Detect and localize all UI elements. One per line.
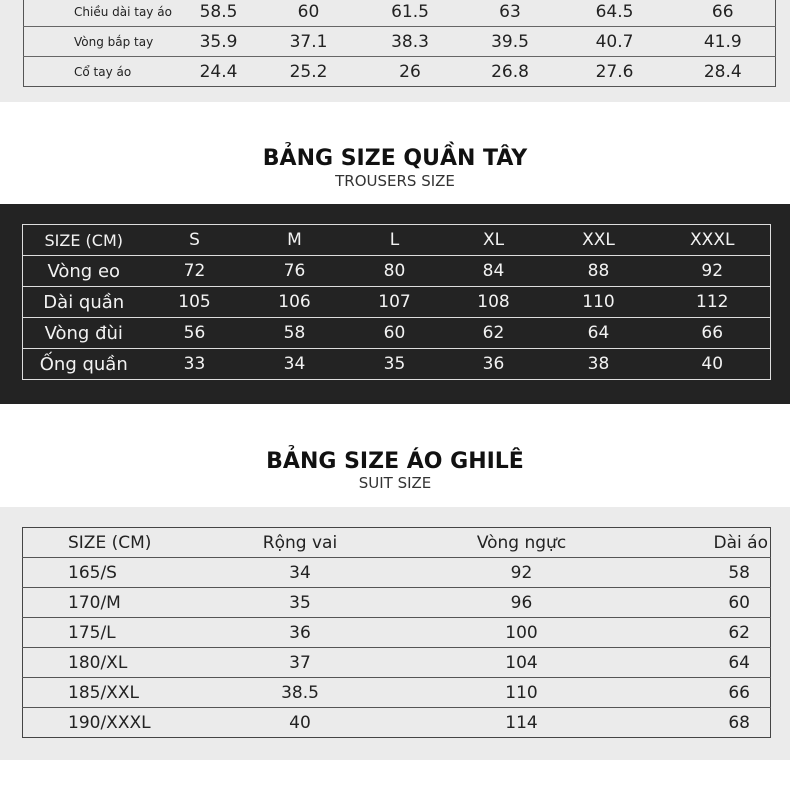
table-cell: 106: [245, 287, 345, 318]
column-header: SIZE (CM): [23, 225, 145, 256]
table-row: [23, 287, 771, 318]
table-cell: 38.5: [208, 678, 393, 708]
shirt-size-rows: [24, 0, 776, 87]
table-cell: 107: [345, 287, 445, 318]
row-label: Chiều dài tay áo: [24, 0, 179, 27]
table-cell: 66: [655, 318, 771, 349]
table-cell: 66: [651, 678, 771, 708]
table-cell: 41.9: [671, 27, 776, 57]
table-cell: 63: [462, 0, 559, 27]
table-cell: 28.4: [703, 61, 742, 82]
table-cell: 62: [651, 618, 771, 648]
row-label: 180/XL: [23, 648, 208, 678]
table-cell: 35: [383, 354, 406, 374]
table-cell: 114: [505, 712, 538, 733]
table-cell: 110: [393, 678, 651, 708]
trousers-title: BẢNG SIZE QUẦN TÂY: [262, 146, 528, 171]
row-label: Vòng đùi: [23, 318, 145, 349]
table-cell: 25.2: [289, 61, 328, 82]
suit-size-rows: [23, 528, 771, 738]
table-cell: 35.9: [179, 27, 259, 57]
table-cell: 100: [393, 618, 651, 648]
table-cell: 39.5: [462, 27, 559, 57]
suit-title: BẢNG SIZE ÁO GHILÊ: [266, 449, 524, 474]
row-label: Cổ tay áo: [74, 64, 132, 79]
table-cell: 108: [445, 287, 543, 318]
table-row: [23, 678, 771, 708]
column-header: SIZE (CM): [23, 528, 208, 558]
column-header: Rộng vai: [208, 528, 393, 558]
table-cell: 26.8: [491, 61, 529, 82]
table-cell: 24.4: [199, 61, 238, 82]
row-label: Vòng eo: [23, 256, 145, 287]
table-cell: 38: [587, 354, 610, 374]
row-label: Ống quần: [39, 353, 128, 375]
table-cell: 92: [393, 558, 651, 588]
table-cell: 80: [345, 256, 445, 287]
table-cell: 58: [245, 318, 345, 349]
table-row: [23, 558, 771, 588]
table-cell: 58.5: [179, 0, 259, 27]
table-cell: 96: [393, 588, 651, 618]
table-cell: 33: [183, 354, 206, 374]
row-label: 190/XXXL: [68, 712, 151, 733]
table-row: [23, 588, 771, 618]
table-cell: 26: [399, 61, 421, 82]
suit-subtitle: SUIT SIZE: [358, 474, 432, 492]
table-row: [23, 618, 771, 648]
table-row: [23, 318, 771, 349]
shirt-size-table: [23, 0, 776, 87]
table-cell: 88: [543, 256, 655, 287]
row-label: 175/L: [23, 618, 208, 648]
column-header: S: [145, 225, 245, 256]
table-cell: 84: [445, 256, 543, 287]
column-header: Vòng ngực: [393, 528, 651, 558]
row-label: 165/S: [23, 558, 208, 588]
table-cell: 34: [283, 354, 306, 374]
table-header-row: [23, 528, 771, 558]
trousers-size-rows: [23, 225, 771, 380]
table-cell: 105: [145, 287, 245, 318]
table-cell: 40: [289, 712, 311, 733]
table-row: [24, 57, 776, 87]
column-header: XL: [445, 225, 543, 256]
table-cell: 37: [208, 648, 393, 678]
table-cell: 68: [728, 712, 750, 733]
table-row: [23, 349, 771, 380]
table-row: [24, 0, 776, 27]
row-label: 170/M: [23, 588, 208, 618]
table-cell: 64: [543, 318, 655, 349]
table-cell: 58: [651, 558, 771, 588]
table-header-row: [23, 225, 771, 256]
table-row: [24, 27, 776, 57]
table-cell: 60: [651, 588, 771, 618]
suit-size-table: [22, 527, 771, 738]
column-header: Dài áo: [651, 528, 771, 558]
table-cell: 64: [651, 648, 771, 678]
table-cell: 35: [208, 588, 393, 618]
table-cell: 64.5: [559, 0, 671, 27]
table-cell: 36: [208, 618, 393, 648]
table-cell: 34: [208, 558, 393, 588]
table-row: [23, 648, 771, 678]
table-cell: 37.1: [259, 27, 359, 57]
table-cell: 112: [655, 287, 771, 318]
table-cell: 92: [655, 256, 771, 287]
row-label: 185/XXL: [23, 678, 208, 708]
table-row: [23, 708, 771, 738]
table-cell: 40: [701, 354, 724, 374]
table-cell: 40.7: [559, 27, 671, 57]
table-cell: 110: [543, 287, 655, 318]
table-cell: 61.5: [359, 0, 462, 27]
trousers-size-table: [22, 224, 771, 380]
table-cell: 62: [445, 318, 543, 349]
table-cell: 36: [482, 354, 505, 374]
table-cell: 27.6: [595, 61, 634, 82]
row-label: Dài quần: [23, 287, 145, 318]
table-cell: 76: [245, 256, 345, 287]
column-header: M: [245, 225, 345, 256]
column-header: XXL: [543, 225, 655, 256]
trousers-subtitle: TROUSERS SIZE: [335, 172, 455, 190]
table-cell: 60: [259, 0, 359, 27]
table-row: [23, 256, 771, 287]
column-header: L: [345, 225, 445, 256]
column-header: XXXL: [655, 225, 771, 256]
table-cell: 66: [671, 0, 776, 27]
row-label: Vòng bắp tay: [24, 27, 179, 57]
table-cell: 60: [345, 318, 445, 349]
table-cell: 38.3: [359, 27, 462, 57]
table-cell: 72: [145, 256, 245, 287]
table-cell: 104: [393, 648, 651, 678]
table-cell: 56: [145, 318, 245, 349]
